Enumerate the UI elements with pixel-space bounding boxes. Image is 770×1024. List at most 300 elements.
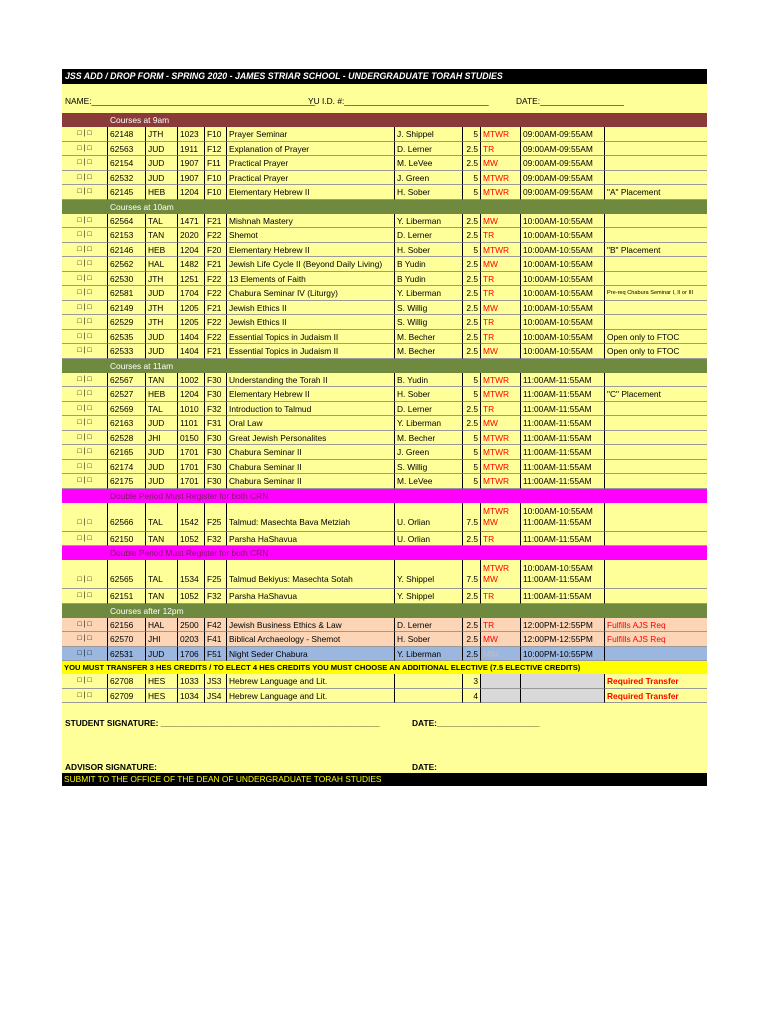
section-header-12pm: Courses after 12pm — [62, 604, 707, 618]
instructor-cell: M. LeVee — [395, 474, 463, 489]
section-cell: F21 — [205, 301, 227, 316]
add-drop-checkboxes[interactable]: □ | □ — [62, 257, 108, 272]
section-header-11am: Courses at 11am — [62, 359, 707, 373]
course-row — [62, 185, 707, 200]
credits-cell: 5 — [463, 243, 481, 258]
credits-cell: 7.5 — [463, 503, 481, 532]
add-drop-checkboxes[interactable]: □ | □ — [62, 344, 108, 359]
course-row — [62, 301, 707, 316]
time-cell: 09:00AM-09:55AM — [521, 156, 605, 171]
section-cell: F10 — [205, 127, 227, 142]
course-number-cell: 2500 — [178, 618, 205, 633]
add-drop-checkboxes[interactable]: □ | □ — [62, 560, 108, 589]
days-cell: TR — [481, 272, 521, 287]
subject-cell: JHI — [146, 431, 178, 446]
section-cell: F51 — [205, 647, 227, 662]
course-title-cell: Prayer Seminar — [227, 127, 395, 142]
student-date-field[interactable]: DATE:______________________ — [412, 718, 540, 728]
credits-cell: 5 — [463, 387, 481, 402]
time-line-2: 11:00AM-11:55AM — [523, 516, 592, 527]
crn-cell: 62530 — [108, 272, 146, 287]
days-cell: MW — [481, 416, 521, 431]
course-row — [62, 330, 707, 345]
section-cell: F10 — [205, 171, 227, 186]
course-row — [62, 228, 707, 243]
courses-after-12pm — [62, 618, 707, 662]
course-row — [62, 373, 707, 388]
instructor-cell: U. Orlian — [395, 503, 463, 532]
days-cell: MTWR — [481, 127, 521, 142]
course-title-cell: Jewish Business Ethics & Law — [227, 618, 395, 633]
note-cell — [605, 301, 707, 316]
time-cell: 11:00AM-11:55AM — [521, 387, 605, 402]
course-number-cell: 1010 — [178, 402, 205, 417]
subject-cell: JTH — [146, 127, 178, 142]
course-number-cell: 1907 — [178, 156, 205, 171]
time-cell: 10:00AM-10:55AM — [521, 286, 605, 301]
credits-cell: 4 — [463, 689, 481, 704]
days-line-2: MW — [483, 574, 498, 584]
add-drop-checkboxes[interactable]: □ | □ — [62, 286, 108, 301]
course-title-cell: Practical Prayer — [227, 156, 395, 171]
course-number-cell: 1404 — [178, 344, 205, 359]
course-title-cell: Jewish Ethics II — [227, 301, 395, 316]
add-drop-form — [62, 69, 707, 786]
credits-cell: 2.5 — [463, 344, 481, 359]
subject-cell: HEB — [146, 387, 178, 402]
instructor-cell: S. Willig — [395, 315, 463, 330]
crn-cell: 62565 — [108, 560, 146, 589]
name-field[interactable]: NAME:________________________________________________ — [65, 96, 316, 106]
date-field[interactable]: DATE:__________________ — [516, 96, 624, 106]
course-row — [62, 402, 707, 417]
course-title-cell: Shemot — [227, 228, 395, 243]
days-cell: MW — [481, 156, 521, 171]
course-row — [62, 344, 707, 359]
note-cell — [605, 503, 707, 532]
course-row — [62, 532, 707, 547]
course-row — [62, 243, 707, 258]
crn-cell: 62175 — [108, 474, 146, 489]
course-title-cell: 13 Elements of Faith — [227, 272, 395, 287]
course-title-cell: Great Jewish Personalites — [227, 431, 395, 446]
instructor-cell: M. Becher — [395, 330, 463, 345]
section-cell: F20 — [205, 243, 227, 258]
instructor-cell: Y. Shippel — [395, 560, 463, 589]
section-cell: F30 — [205, 474, 227, 489]
instructor-cell: Y. Liberman — [395, 416, 463, 431]
add-drop-checkboxes[interactable]: □ | □ — [62, 171, 108, 186]
crn-cell: 62146 — [108, 243, 146, 258]
add-drop-checkboxes[interactable]: □ | □ — [62, 445, 108, 460]
course-row — [62, 387, 707, 402]
days-cell: MTWR — [481, 185, 521, 200]
credits-cell: 2.5 — [463, 315, 481, 330]
add-drop-checkboxes[interactable]: □ | □ — [62, 632, 108, 647]
course-title-cell: Talmud: Masechta Bava Metziah — [227, 503, 395, 532]
add-drop-checkboxes[interactable]: □ | □ — [62, 618, 108, 633]
time-line-2: 11:00AM-11:55AM — [523, 574, 592, 584]
note-cell: Open only to FTOC — [605, 344, 707, 359]
note-cell — [605, 560, 707, 589]
course-row — [62, 257, 707, 272]
add-drop-checkboxes[interactable]: □ | □ — [62, 674, 108, 689]
submit-instruction: SUBMIT TO THE OFFICE OF THE DEAN OF UNDERGRADUATE TORAH STUDIES — [62, 773, 707, 786]
note-cell: "C" Placement — [605, 387, 707, 402]
crn-cell: 62708 — [108, 674, 146, 689]
double-period-header-2: Double Period Must Register for both CRN — [62, 546, 707, 560]
double-period-group-1 — [62, 503, 707, 547]
instructor-cell: D. Lerner — [395, 402, 463, 417]
subject-cell: JUD — [146, 416, 178, 431]
instructor-cell — [395, 674, 463, 689]
days-cell: MW — [481, 301, 521, 316]
days-cell — [481, 674, 521, 689]
crn-cell: 62154 — [108, 156, 146, 171]
course-number-cell: 1033 — [178, 674, 205, 689]
days-cell: MW — [481, 344, 521, 359]
instructor-cell: D. Lerner — [395, 618, 463, 633]
subject-cell: JTH — [146, 272, 178, 287]
add-drop-checkboxes[interactable]: □ | □ — [62, 387, 108, 402]
crn-cell: 62148 — [108, 127, 146, 142]
crn-cell: 62535 — [108, 330, 146, 345]
add-drop-checkboxes[interactable]: □ | □ — [62, 474, 108, 489]
add-drop-checkboxes[interactable]: □ | □ — [62, 532, 108, 547]
note-cell: Open only to FTOC — [605, 330, 707, 345]
course-title-cell: Parsha HaShavua — [227, 589, 395, 604]
subject-cell: JUD — [146, 344, 178, 359]
credits-cell: 2.5 — [463, 416, 481, 431]
add-drop-checkboxes[interactable]: □ | □ — [62, 589, 108, 604]
credits-cell: 5 — [463, 460, 481, 475]
course-title-cell: Elementary Hebrew II — [227, 387, 395, 402]
credits-cell: 2.5 — [463, 214, 481, 229]
subject-cell: TAL — [146, 503, 178, 532]
course-number-cell: 1205 — [178, 301, 205, 316]
instructor-cell: J. Green — [395, 445, 463, 460]
course-number-cell: 1251 — [178, 272, 205, 287]
subject-cell: TAN — [146, 373, 178, 388]
note-cell — [605, 214, 707, 229]
add-drop-checkboxes[interactable]: □ | □ — [62, 460, 108, 475]
instructor-cell: Y. Shippel — [395, 589, 463, 604]
note-cell — [605, 156, 707, 171]
add-drop-checkboxes[interactable]: □ | □ — [62, 142, 108, 157]
time-cell: 10:00AM-10:55AM — [521, 315, 605, 330]
instructor-cell: H. Sober — [395, 185, 463, 200]
crn-cell: 62563 — [108, 142, 146, 157]
credits-cell: 7.5 — [463, 560, 481, 589]
course-number-cell: 1205 — [178, 315, 205, 330]
add-drop-checkboxes[interactable]: □ | □ — [62, 185, 108, 200]
subject-cell: HEB — [146, 243, 178, 258]
course-row — [62, 171, 707, 186]
add-drop-checkboxes[interactable]: □ | □ — [62, 301, 108, 316]
course-number-cell: 1052 — [178, 532, 205, 547]
course-number-cell: 1404 — [178, 330, 205, 345]
credits-cell: 2.5 — [463, 330, 481, 345]
student-signature-field[interactable]: STUDENT SIGNATURE: _______________________________________________ — [65, 718, 380, 728]
subject-cell: JUD — [146, 474, 178, 489]
instructor-cell: B. Yudin — [395, 373, 463, 388]
time-cell: 09:00AM-09:55AM — [521, 171, 605, 186]
hes-courses — [62, 674, 707, 703]
days-cell: MTWR — [481, 171, 521, 186]
crn-cell: 62531 — [108, 647, 146, 662]
time-cell — [521, 503, 605, 532]
instructor-cell: B Yudin — [395, 272, 463, 287]
days-cell: TR — [481, 589, 521, 604]
course-number-cell: 1482 — [178, 257, 205, 272]
note-cell — [605, 532, 707, 547]
note-cell — [605, 315, 707, 330]
transfer-notice: YOU MUST TRANSFER 3 HES CREDITS / TO ELECT 4 HES CREDITS YOU MUST CHOOSE AN ADDITIONAL ELECTIVE (7.5 ELECTIVE CREDITS) — [62, 661, 707, 674]
subject-cell: TAN — [146, 589, 178, 604]
add-drop-checkboxes[interactable]: □ | □ — [62, 156, 108, 171]
course-title-cell: Talmud Bekiyus: Masechta Sotah — [227, 560, 395, 589]
crn-cell: 62151 — [108, 589, 146, 604]
days-cell: TR — [481, 142, 521, 157]
crn-cell: 62529 — [108, 315, 146, 330]
days-cell — [481, 503, 521, 532]
courses-10am — [62, 214, 707, 359]
days-cell: MW — [481, 214, 521, 229]
days-cell: TR — [481, 330, 521, 345]
subject-cell: JUD — [146, 445, 178, 460]
course-number-cell: 1534 — [178, 560, 205, 589]
note-cell: Pre-req Chabura Seminar I, II or III — [605, 286, 707, 301]
add-drop-checkboxes[interactable]: □ | □ — [62, 647, 108, 662]
course-title-cell: Mishnah Mastery — [227, 214, 395, 229]
course-number-cell: 1701 — [178, 445, 205, 460]
add-drop-checkboxes[interactable]: □ | □ — [62, 127, 108, 142]
course-row — [62, 286, 707, 301]
note-cell — [605, 142, 707, 157]
instructor-cell: Y. Liberman — [395, 286, 463, 301]
section-cell: F25 — [205, 560, 227, 589]
days-cell: MTWR — [481, 373, 521, 388]
note-cell — [605, 402, 707, 417]
add-drop-checkboxes[interactable]: □ | □ — [62, 330, 108, 345]
credits-cell: 2.5 — [463, 286, 481, 301]
section-cell: F30 — [205, 431, 227, 446]
course-number-cell: 1701 — [178, 460, 205, 475]
yu-id-field[interactable]: YU I.D. #:_______________________________ — [308, 96, 489, 106]
subject-cell: HAL — [146, 618, 178, 633]
instructor-cell: M. LeVee — [395, 156, 463, 171]
time-cell: 10:00AM-10:55AM — [521, 344, 605, 359]
credits-cell: 5 — [463, 431, 481, 446]
section-cell: F21 — [205, 344, 227, 359]
credits-cell: 2.5 — [463, 532, 481, 547]
credits-cell: 5 — [463, 185, 481, 200]
course-number-cell: 1204 — [178, 243, 205, 258]
course-number-cell: 1542 — [178, 503, 205, 532]
crn-cell: 62570 — [108, 632, 146, 647]
course-number-cell: 1204 — [178, 387, 205, 402]
crn-cell: 62709 — [108, 689, 146, 704]
section-cell: F32 — [205, 532, 227, 547]
note-cell — [605, 474, 707, 489]
add-drop-checkboxes[interactable]: □ | □ — [62, 689, 108, 704]
section-header-10am: Courses at 10am — [62, 200, 707, 214]
days-line-2: MW — [483, 516, 498, 527]
add-drop-checkboxes[interactable]: □ | □ — [62, 402, 108, 417]
time-cell: 10:00AM-10:55AM — [521, 301, 605, 316]
time-cell: 10:00AM-10:55AM — [521, 243, 605, 258]
course-title-cell: Biblical Archaeology - Shemot — [227, 632, 395, 647]
credits-cell: 2.5 — [463, 618, 481, 633]
note-cell — [605, 127, 707, 142]
credits-cell: 5 — [463, 445, 481, 460]
subject-cell: TAL — [146, 214, 178, 229]
time-cell: 11:00AM-11:55AM — [521, 416, 605, 431]
course-row — [62, 689, 707, 704]
instructor-cell: H. Sober — [395, 243, 463, 258]
course-row — [62, 474, 707, 489]
course-number-cell: 0203 — [178, 632, 205, 647]
note-cell — [605, 445, 707, 460]
days-cell: MTWR — [481, 387, 521, 402]
time-cell: 11:00AM-11:55AM — [521, 431, 605, 446]
courses-11am — [62, 373, 707, 489]
add-drop-checkboxes[interactable]: □ | □ — [62, 214, 108, 229]
course-row — [62, 674, 707, 689]
section-cell: F30 — [205, 387, 227, 402]
instructor-cell: J. Green — [395, 171, 463, 186]
double-period-row — [62, 560, 707, 589]
crn-cell: 62562 — [108, 257, 146, 272]
section-cell: F31 — [205, 416, 227, 431]
instructor-cell: M. Becher — [395, 344, 463, 359]
section-cell: F22 — [205, 315, 227, 330]
crn-cell: 62156 — [108, 618, 146, 633]
section-cell: F12 — [205, 142, 227, 157]
crn-cell: 62532 — [108, 171, 146, 186]
section-cell: F41 — [205, 632, 227, 647]
time-cell: 11:00AM-11:55AM — [521, 474, 605, 489]
section-cell: F21 — [205, 214, 227, 229]
note-cell — [605, 431, 707, 446]
time-cell: 10:00AM-10:55AM — [521, 257, 605, 272]
time-cell: 11:00AM-11:55AM — [521, 373, 605, 388]
time-cell: 10:00PM-10:55PM — [521, 647, 605, 662]
crn-cell: 62145 — [108, 185, 146, 200]
subject-cell: JHI — [146, 632, 178, 647]
credits-cell: 2.5 — [463, 589, 481, 604]
credits-cell: 5 — [463, 474, 481, 489]
section-cell: F30 — [205, 373, 227, 388]
subject-cell: HES — [146, 689, 178, 704]
advisor-signature-row — [62, 753, 707, 773]
days-cell: TR — [481, 532, 521, 547]
course-row — [62, 272, 707, 287]
course-title-cell: Chabura Seminar II — [227, 445, 395, 460]
double-period-header-1: Double Period Must Register for both CRN — [62, 489, 707, 503]
section-cell: F42 — [205, 618, 227, 633]
subject-cell: JUD — [146, 647, 178, 662]
subject-cell: JUD — [146, 330, 178, 345]
instructor-cell: H. Sober — [395, 632, 463, 647]
crn-cell: 62533 — [108, 344, 146, 359]
time-cell: 12:00PM-12:55PM — [521, 618, 605, 633]
course-number-cell: 1907 — [178, 171, 205, 186]
crn-cell: 62528 — [108, 431, 146, 446]
subject-cell: TAL — [146, 560, 178, 589]
days-cell: MTWR — [481, 474, 521, 489]
add-drop-checkboxes[interactable]: □ | □ — [62, 243, 108, 258]
instructor-cell — [395, 689, 463, 704]
advisor-signature-field[interactable]: ADVISOR SIGNATURE: — [65, 762, 157, 772]
time-cell — [521, 560, 605, 589]
course-row — [62, 445, 707, 460]
time-line-1: 10:00AM-10:55AM — [523, 505, 593, 516]
course-number-cell: 1034 — [178, 689, 205, 704]
add-drop-checkboxes[interactable]: □ | □ — [62, 228, 108, 243]
section-cell: F22 — [205, 286, 227, 301]
instructor-cell: M. Becher — [395, 431, 463, 446]
add-drop-checkboxes[interactable]: □ | □ — [62, 431, 108, 446]
credits-cell: 2.5 — [463, 228, 481, 243]
course-number-cell: 1471 — [178, 214, 205, 229]
credits-cell: 2.5 — [463, 402, 481, 417]
credits-cell: 2.5 — [463, 142, 481, 157]
time-cell: 12:00PM-12:55PM — [521, 632, 605, 647]
time-cell: 11:00AM-11:55AM — [521, 532, 605, 547]
add-drop-checkboxes[interactable]: □ | □ — [62, 272, 108, 287]
course-title-cell: Explanation of Prayer — [227, 142, 395, 157]
note-cell: Fulfills AJS Req — [605, 618, 707, 633]
add-drop-checkboxes[interactable]: □ | □ — [62, 416, 108, 431]
subject-cell: JUD — [146, 171, 178, 186]
crn-cell: 62150 — [108, 532, 146, 547]
subject-cell: TAN — [146, 228, 178, 243]
section-cell: F22 — [205, 330, 227, 345]
add-drop-checkboxes[interactable]: □ | □ — [62, 503, 108, 532]
note-cell — [605, 171, 707, 186]
course-title-cell: Essential Topics in Judaism II — [227, 330, 395, 345]
days-cell: TR — [481, 315, 521, 330]
subject-cell: JUD — [146, 156, 178, 171]
course-row — [62, 460, 707, 475]
course-title-cell: Chabura Seminar II — [227, 474, 395, 489]
course-title-cell: Elementary Hebrew II — [227, 243, 395, 258]
course-title-cell: Chabura Seminar II — [227, 460, 395, 475]
days-cell: TR — [481, 228, 521, 243]
time-cell: 10:00AM-10:55AM — [521, 228, 605, 243]
course-row — [62, 214, 707, 229]
time-cell: 11:00AM-11:55AM — [521, 445, 605, 460]
advisor-date-field[interactable]: DATE: — [412, 762, 437, 772]
course-number-cell: 1101 — [178, 416, 205, 431]
course-title-cell: Oral Law — [227, 416, 395, 431]
course-title-cell: Chabura Seminar IV (Liturgy) — [227, 286, 395, 301]
course-title-cell: Essential Topics in Judaism II — [227, 344, 395, 359]
subject-cell: HAL — [146, 257, 178, 272]
add-drop-checkboxes[interactable]: □ | □ — [62, 373, 108, 388]
instructor-cell: J. Shippel — [395, 127, 463, 142]
time-cell: 11:00AM-11:55AM — [521, 402, 605, 417]
course-number-cell: 0150 — [178, 431, 205, 446]
course-number-cell: 1706 — [178, 647, 205, 662]
time-cell: 09:00AM-09:55AM — [521, 142, 605, 157]
add-drop-checkboxes[interactable]: □ | □ — [62, 315, 108, 330]
instructor-cell: S. Willig — [395, 301, 463, 316]
instructor-cell: U. Orlian — [395, 532, 463, 547]
credits-cell: 2.5 — [463, 257, 481, 272]
instructor-cell: Y. Liberman — [395, 214, 463, 229]
